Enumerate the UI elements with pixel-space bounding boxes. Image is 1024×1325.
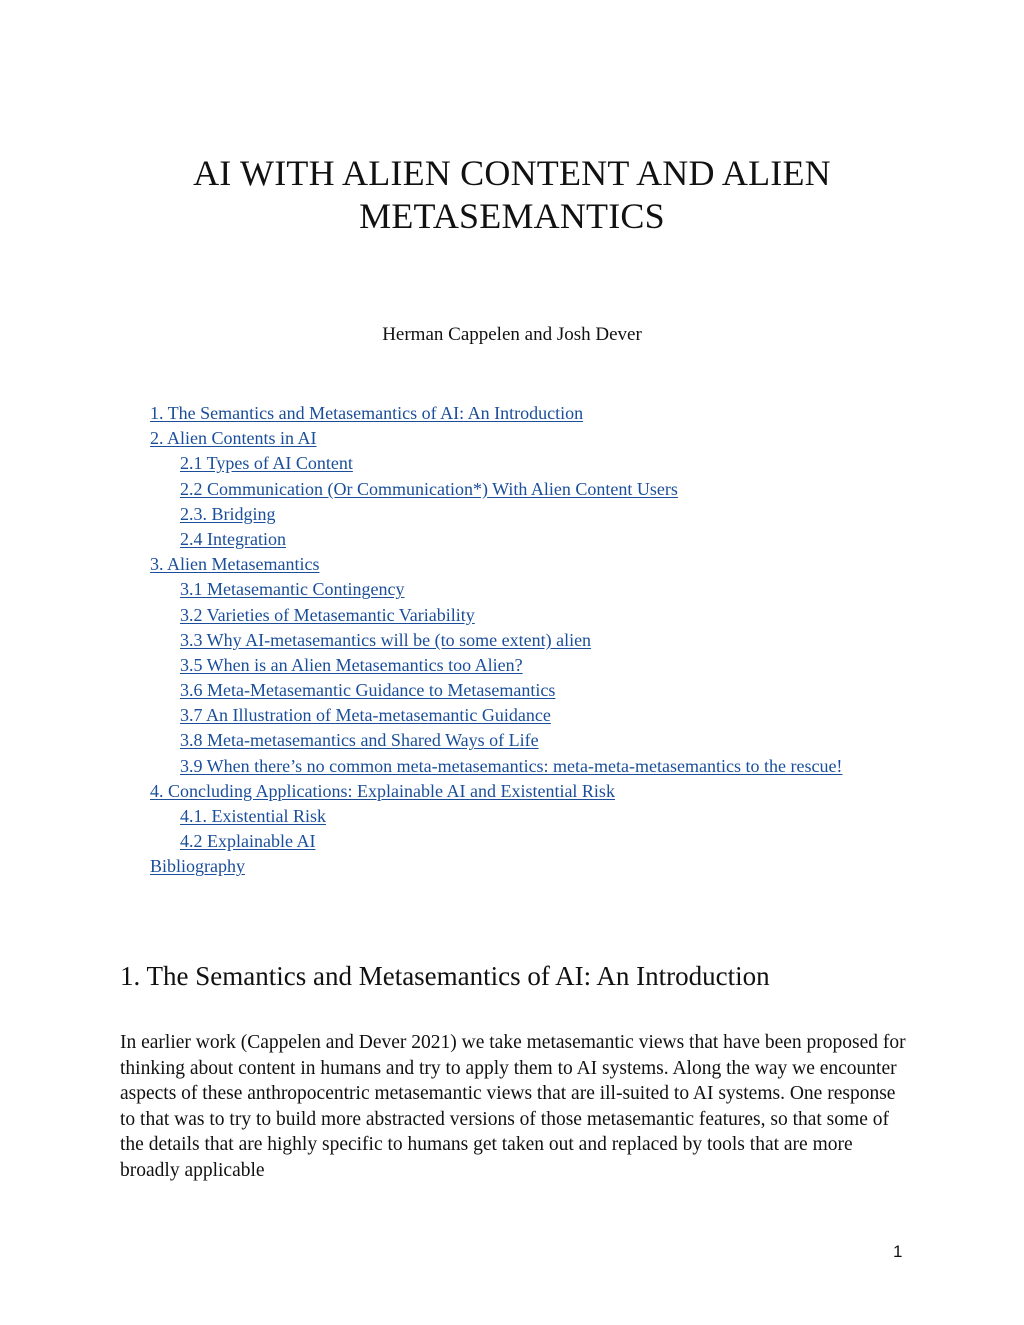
document-authors: Herman Cappelen and Josh Dever (382, 324, 642, 345)
toc-link-section-3[interactable]: 3. Alien Metasemantics (150, 554, 320, 575)
toc-link-section-3-6[interactable]: 3.6 Meta-Metasemantic Guidance to Metasemantics (180, 680, 556, 701)
toc-link-section-4-1[interactable]: 4.1. Existential Risk (180, 806, 326, 826)
toc-link-section-3-2[interactable]: 3.2 Varieties of Metasemantic Variability (180, 604, 475, 625)
toc-link-bibliography[interactable]: Bibliography (150, 856, 245, 877)
document-title-line-2: METASEMANTICS (359, 196, 665, 236)
toc-link-section-2-2[interactable]: 2.2 Communication (Or Communication*) With Alien Content Users (180, 478, 678, 499)
toc-link-section-1[interactable]: 1. The Semantics and Metasemantics of AI: An Introduction (150, 403, 584, 423)
toc-link-section-3-1[interactable]: 3.1 Metasemantic Contingency (180, 579, 405, 600)
toc-link-section-2-3[interactable]: 2.3. Bridging (180, 503, 276, 524)
toc-link-section-3-3[interactable]: 3.3 Why AI-metasemantics will be (to some extent) alien (180, 629, 592, 650)
toc-link-section-2-1[interactable]: 2.1 Types of AI Content (180, 453, 353, 474)
page-number: 1 (893, 1242, 903, 1261)
document-title-line-1: AI WITH ALIEN CONTENT AND ALIEN (193, 153, 831, 193)
section-heading: 1. The Semantics and Metasemantics of AI: An Introduction (120, 961, 770, 991)
toc-link-section-3-5[interactable]: 3.5 When is an Alien Metasemantics too Alien? (180, 654, 523, 675)
toc-link-section-3-8[interactable]: 3.8 Meta-metasemantics and Shared Ways of Life (180, 730, 539, 751)
table-of-contents (150, 403, 870, 882)
body-paragraph: In earlier work (Cappelen and Dever 2021) we take metasemantic views that have been proposed for thinking about content in humans and try to apply them to AI systems. Along the way we encounter aspects of these anthropocentric metasemantic views that are ill-suited to AI systems. One response to that was to try to build more abstracted versions of those metasemantic features, so that some of the details that are highly specific to humans get taken out and replaced by tools that are more broadly applicable (120, 1032, 906, 1181)
toc-link-section-2[interactable]: 2. Alien Contents in AI (150, 428, 317, 449)
toc-link-section-2-4[interactable]: 2.4 Integration (180, 528, 286, 549)
toc-link-section-4[interactable]: 4. Concluding Applications: Explainable AI and Existential Risk (150, 780, 615, 801)
toc-link-section-4-2[interactable]: 4.2 Explainable AI (180, 831, 316, 852)
toc-link-section-3-7[interactable]: 3.7 An Illustration of Meta-metasemantic Guidance (180, 705, 551, 726)
toc-link-section-3-9[interactable]: 3.9 When there’s no common meta-metasemantics: meta-meta-metasemantics to the rescue! (180, 755, 843, 776)
